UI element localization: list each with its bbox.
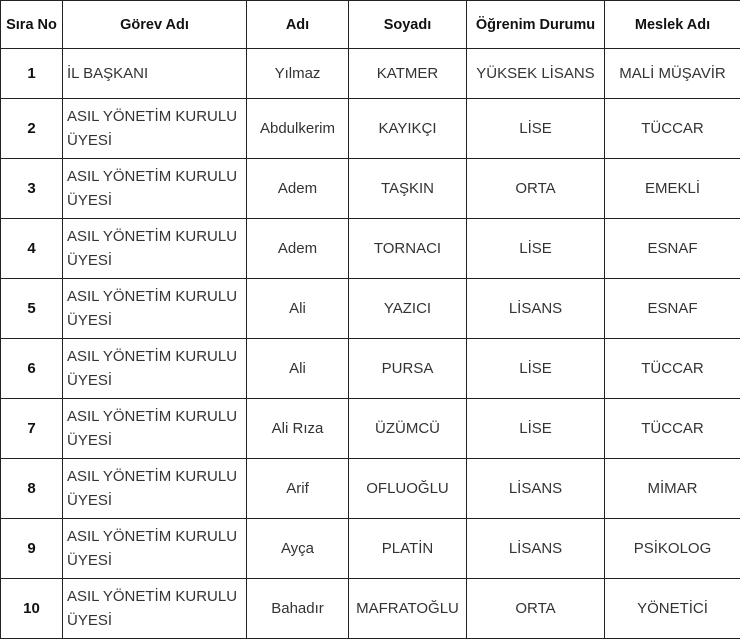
table-row xyxy=(1,219,740,279)
header-education: Öğrenim Durumu xyxy=(467,1,605,49)
cell-no: 4 xyxy=(1,219,63,279)
cell-first-name: Ali xyxy=(247,279,349,339)
cell-last-name: TAŞKIN xyxy=(349,159,467,219)
cell-first-name: Yılmaz xyxy=(247,49,349,99)
table-row xyxy=(1,459,740,519)
cell-occupation: YÖNETİCİ xyxy=(605,579,740,639)
cell-no: 10 xyxy=(1,579,63,639)
cell-last-name: YAZICI xyxy=(349,279,467,339)
cell-last-name: TORNACI xyxy=(349,219,467,279)
cell-education: LİSE xyxy=(467,399,605,459)
cell-occupation: MALİ MÜŞAVİR xyxy=(605,49,740,99)
cell-occupation: ESNAF xyxy=(605,219,740,279)
cell-no: 8 xyxy=(1,459,63,519)
cell-last-name: ÜZÜMCÜ xyxy=(349,399,467,459)
cell-role: İL BAŞKANI xyxy=(63,49,247,99)
cell-role: ASIL YÖNETİM KURULU ÜYESİ xyxy=(63,399,247,459)
cell-occupation: EMEKLİ xyxy=(605,159,740,219)
table-row xyxy=(1,579,740,639)
cell-last-name: OFLUOĞLU xyxy=(349,459,467,519)
cell-first-name: Ali Rıza xyxy=(247,399,349,459)
cell-occupation: TÜCCAR xyxy=(605,399,740,459)
cell-role: ASIL YÖNETİM KURULU ÜYESİ xyxy=(63,159,247,219)
cell-education: LİSANS xyxy=(467,459,605,519)
cell-role: ASIL YÖNETİM KURULU ÜYESİ xyxy=(63,459,247,519)
cell-role: ASIL YÖNETİM KURULU ÜYESİ xyxy=(63,579,247,639)
cell-role: ASIL YÖNETİM KURULU ÜYESİ xyxy=(63,519,247,579)
header-no: Sıra No xyxy=(1,1,63,49)
cell-no: 9 xyxy=(1,519,63,579)
cell-education: ORTA xyxy=(467,159,605,219)
header-role: Görev Adı xyxy=(63,1,247,49)
cell-role: ASIL YÖNETİM KURULU ÜYESİ xyxy=(63,279,247,339)
cell-last-name: PURSA xyxy=(349,339,467,399)
cell-no: 6 xyxy=(1,339,63,399)
cell-education: LİSANS xyxy=(467,279,605,339)
header-occupation: Meslek Adı xyxy=(605,1,740,49)
table-row xyxy=(1,99,740,159)
table-row xyxy=(1,49,740,99)
header-last-name: Soyadı xyxy=(349,1,467,49)
cell-last-name: PLATİN xyxy=(349,519,467,579)
table-row xyxy=(1,159,740,219)
cell-occupation: MİMAR xyxy=(605,459,740,519)
cell-no: 5 xyxy=(1,279,63,339)
cell-education: LİSE xyxy=(467,99,605,159)
cell-education: ORTA xyxy=(467,579,605,639)
cell-no: 3 xyxy=(1,159,63,219)
cell-no: 2 xyxy=(1,99,63,159)
table-row xyxy=(1,519,740,579)
cell-occupation: PSİKOLOG xyxy=(605,519,740,579)
cell-first-name: Arif xyxy=(247,459,349,519)
cell-role: ASIL YÖNETİM KURULU ÜYESİ xyxy=(63,219,247,279)
cell-education: YÜKSEK LİSANS xyxy=(467,49,605,99)
table-row xyxy=(1,399,740,459)
cell-first-name: Ayça xyxy=(247,519,349,579)
cell-occupation: TÜCCAR xyxy=(605,339,740,399)
cell-first-name: Adem xyxy=(247,219,349,279)
table-row xyxy=(1,279,740,339)
cell-no: 1 xyxy=(1,49,63,99)
table-row xyxy=(1,339,740,399)
cell-occupation: ESNAF xyxy=(605,279,740,339)
cell-first-name: Ali xyxy=(247,339,349,399)
cell-role: ASIL YÖNETİM KURULU ÜYESİ xyxy=(63,339,247,399)
cell-first-name: Adem xyxy=(247,159,349,219)
cell-first-name: Bahadır xyxy=(247,579,349,639)
cell-first-name: Abdulkerim xyxy=(247,99,349,159)
cell-education: LİSANS xyxy=(467,519,605,579)
cell-last-name: KATMER xyxy=(349,49,467,99)
cell-last-name: KAYIKÇI xyxy=(349,99,467,159)
cell-occupation: TÜCCAR xyxy=(605,99,740,159)
header-first-name: Adı xyxy=(247,1,349,49)
header-row xyxy=(1,1,740,49)
cell-education: LİSE xyxy=(467,219,605,279)
cell-education: LİSE xyxy=(467,339,605,399)
cell-role: ASIL YÖNETİM KURULU ÜYESİ xyxy=(63,99,247,159)
cell-last-name: MAFRATOĞLU xyxy=(349,579,467,639)
cell-no: 7 xyxy=(1,399,63,459)
